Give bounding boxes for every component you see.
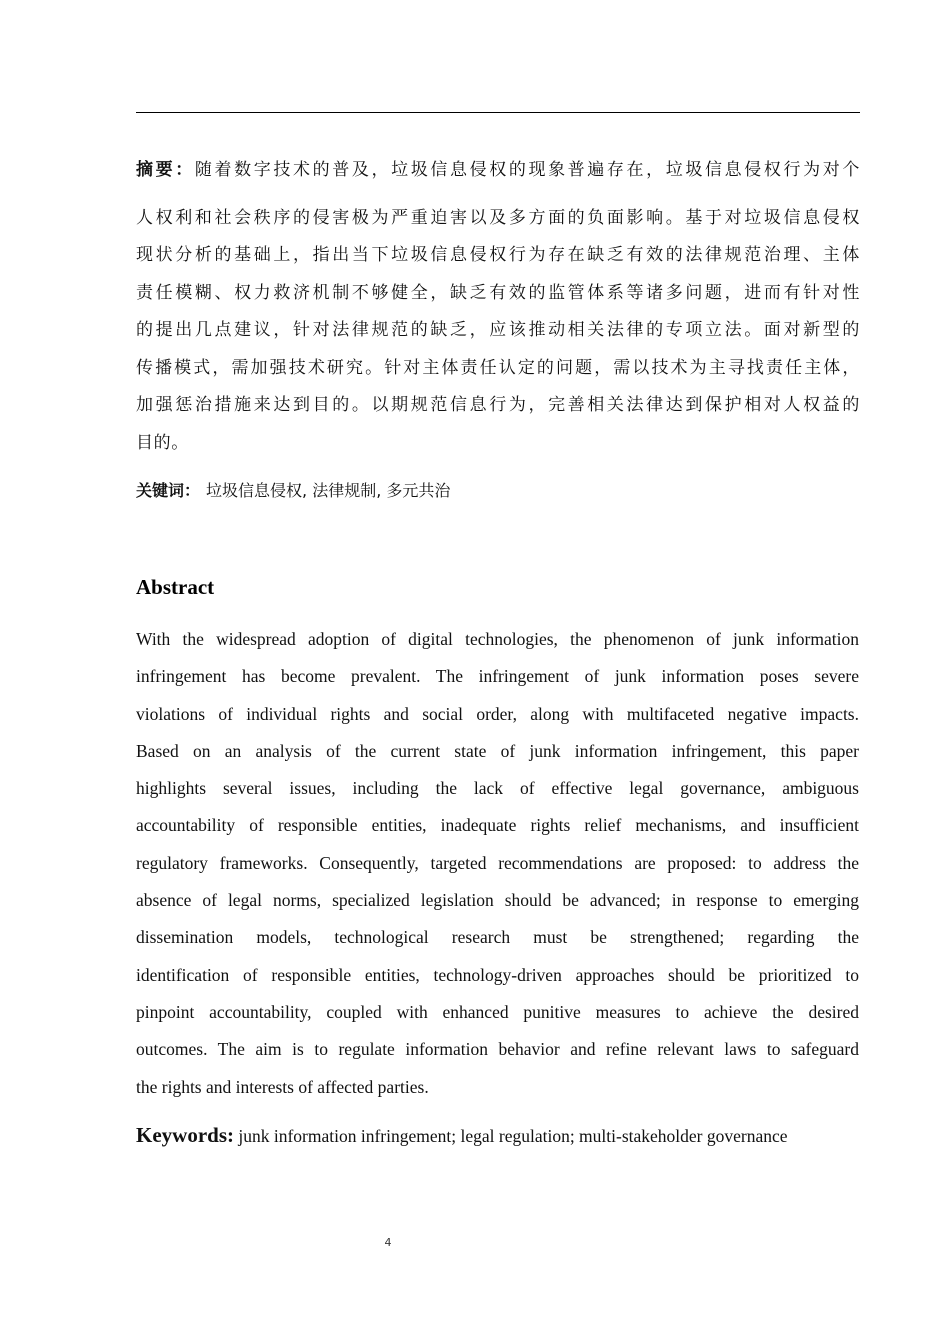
- chinese-keywords-value: 垃圾信息侵权, 法律规制, 多元共治: [206, 481, 451, 500]
- english-abstract-line: With the widespread adoption of digital technologies, the phenomenon of junk information: [136, 629, 859, 649]
- english-keywords-label: Keywords:: [136, 1123, 234, 1147]
- english-keywords-value: junk information infringement; legal regulation; multi-stakeholder governance: [234, 1126, 788, 1146]
- chinese-abstract-line: 传播模式，需加强技术研究。针对主体责任认定的问题，需以技术为主寻找责任主体，: [136, 357, 860, 378]
- english-abstract-line: pinpoint accountability, coupled with enhanced punitive measures to achieve the desired: [136, 1001, 859, 1022]
- chinese-keywords: [136, 478, 450, 504]
- english-keywords: [136, 1120, 788, 1151]
- chinese-keywords-label: 关键词：: [136, 481, 201, 500]
- abstract-heading: Abstract: [136, 575, 215, 599]
- header-rule: [136, 112, 860, 113]
- english-abstract-line: Based on an analysis of the current state of junk information infringement, this paper: [136, 740, 859, 761]
- english-abstract-line: dissemination models, technological research must be strengthened; regarding the: [136, 927, 859, 948]
- chinese-abstract-line: 责任模糊、权力救济机制不够健全，缺乏有效的监管体系等诸多问题，进而有针对性: [136, 282, 860, 303]
- chinese-abstract-line: 的提出几点建议，针对法律规范的缺乏，应该推动相关法律的专项立法。面对新型的: [136, 320, 860, 340]
- chinese-abstract-body: [136, 200, 860, 463]
- english-abstract-line: the rights and interests of affected parties.: [136, 1076, 429, 1097]
- chinese-abstract-text: 随着数字技术的普及，垃圾信息侵权的现象普遍存在，垃圾信息侵权行为对个: [194, 160, 860, 180]
- english-abstract-line: outcomes. The aim is to regulate information behavior and refine relevant laws to safeguard: [136, 1039, 859, 1060]
- chinese-abstract-line: 加强惩治措施来达到目的。以期规范信息行为，完善相关法律达到保护相对人权益的: [136, 395, 860, 415]
- english-abstract: [136, 621, 859, 1106]
- chinese-abstract-first-line: [136, 152, 860, 190]
- chinese-abstract: [136, 152, 860, 462]
- english-abstract-line: accountability of responsible entities, inadequate rights relief mechanisms, and insufficient: [136, 815, 859, 836]
- english-abstract-line: infringement has become prevalent. The infringement of junk information poses severe: [136, 666, 859, 687]
- english-abstract-line: absence of legal norms, specialized legislation should be advanced; in response to emerging: [136, 890, 859, 911]
- chinese-abstract-line: 目的。: [136, 432, 189, 453]
- page-number: 4: [384, 1236, 392, 1249]
- english-abstract-line: violations of individual rights and social order, along with multifaceted negative impacts.: [136, 703, 859, 724]
- chinese-abstract-line: 人权利和社会秩序的侵害极为严重迫害以及多方面的负面影响。基于对垃圾信息侵权: [136, 207, 860, 228]
- english-abstract-line: highlights several issues, including the lack of effective legal governance, ambiguous: [136, 778, 859, 799]
- english-abstract-line: identification of responsible entities, technology-driven approaches should be prioritized to: [136, 964, 859, 985]
- chinese-abstract-label: 摘要：: [136, 160, 195, 180]
- chinese-abstract-line: 现状分析的基础上，指出当下垃圾信息侵权行为存在缺乏有效的法律规范治理、主体: [136, 245, 860, 265]
- english-abstract-line: regulatory frameworks. Consequently, targeted recommendations are proposed: to address the: [136, 852, 859, 873]
